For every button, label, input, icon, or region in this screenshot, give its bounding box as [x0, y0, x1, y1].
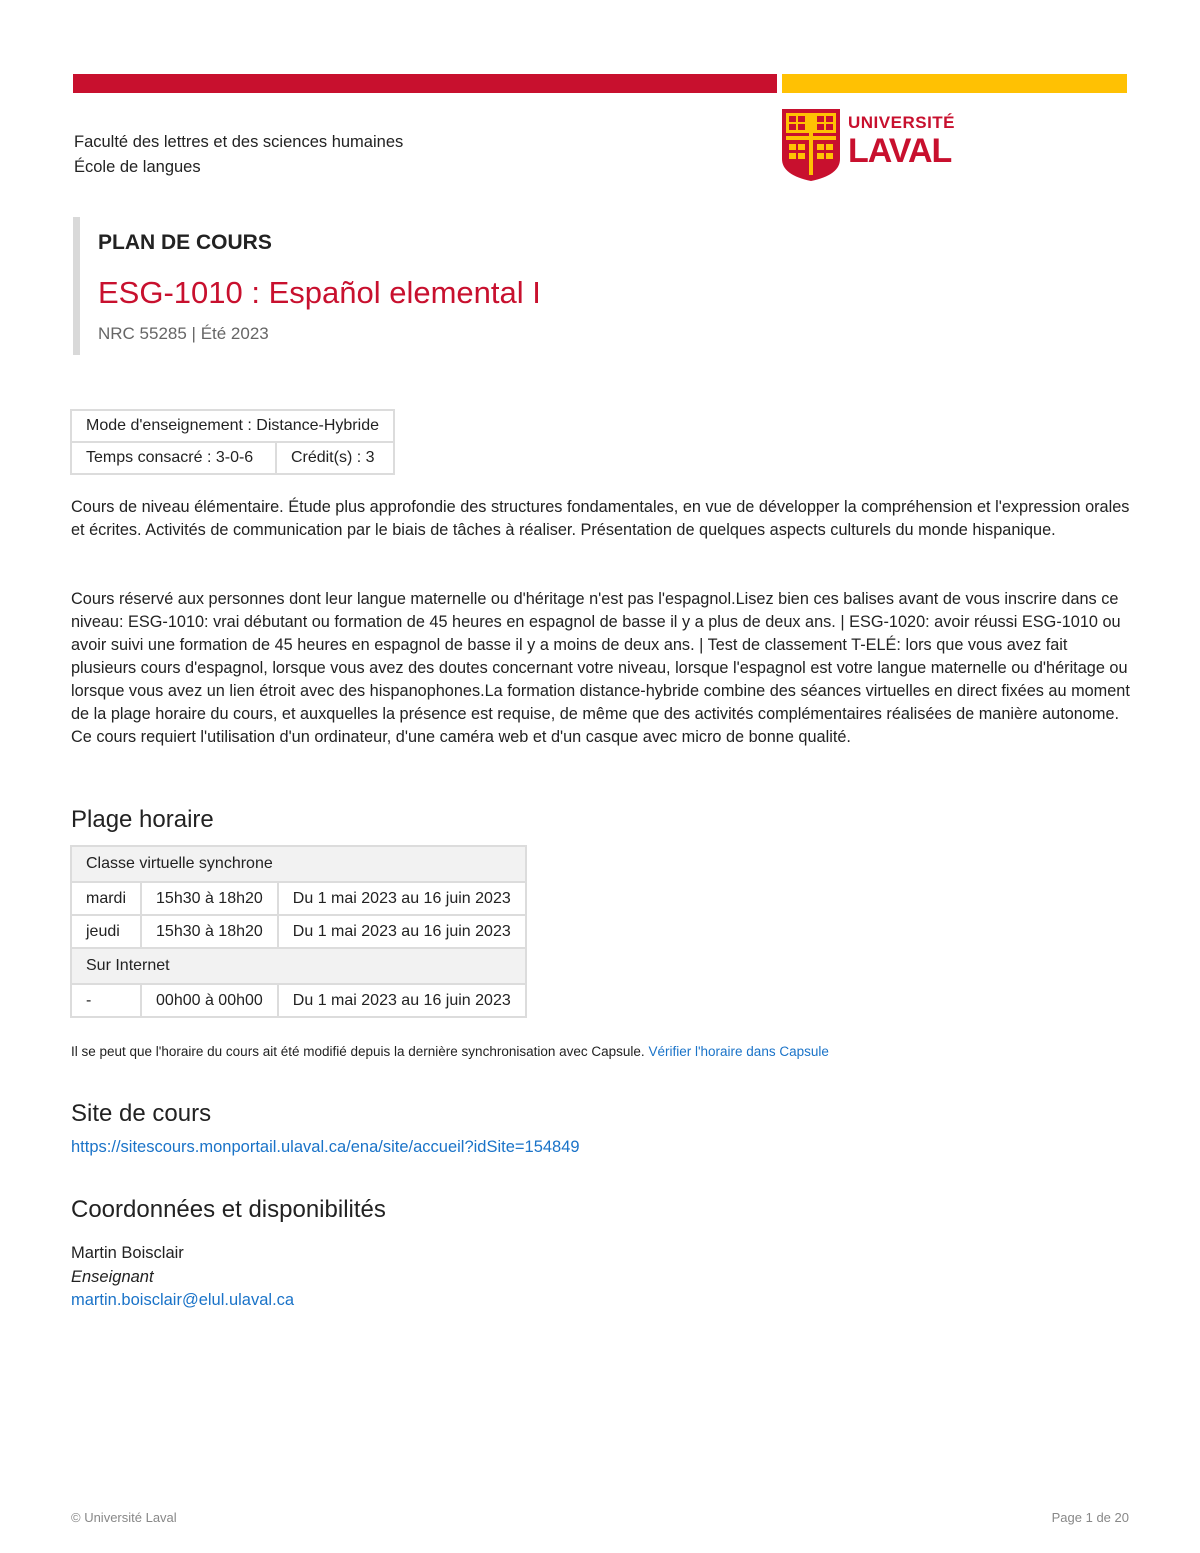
temps-cell	[71, 442, 276, 474]
schedule-heading: Plage horaire	[71, 806, 214, 833]
course-nrc: NRC 55285 | Été 2023	[98, 324, 269, 343]
mode-cell	[71, 410, 394, 442]
schedule-group-label: Classe virtuelle synchrone	[71, 846, 526, 882]
schedule-note-text: Il se peut que l'horaire du cours ait été modifié depuis la dernière synchronisation avec Capsule.	[71, 1044, 645, 1059]
mode-label: Mode d'enseignement :	[86, 417, 252, 434]
temps-label: Temps consacré :	[86, 449, 212, 466]
course-title: ESG-1010 : Español elemental I	[98, 275, 541, 310]
site-heading: Site de cours	[71, 1100, 212, 1127]
faculty-name: Faculté des lettres et des sciences humaines	[74, 133, 404, 151]
faculty-block	[74, 130, 403, 180]
logo-line2: LAVAL	[848, 132, 952, 170]
schedule-dates: Du 1 mai 2023 au 16 juin 2023	[278, 882, 526, 915]
schedule-time: 15h30 à 18h20	[141, 882, 278, 915]
schedule-day: -	[71, 984, 141, 1017]
credit-label: Crédit(s) :	[290, 449, 362, 466]
course-site-link[interactable]: https://sitescours.monportail.ulaval.ca/ena/site/accueil?idSite=154849	[71, 1138, 580, 1156]
plan-heading: PLAN DE COURS	[98, 231, 272, 254]
schedule-note	[71, 1044, 829, 1059]
credit-cell	[276, 442, 394, 474]
schedule-group-label: Sur Internet	[71, 948, 526, 984]
instructor-name: Martin Boisclair	[71, 1244, 184, 1262]
table-row	[71, 984, 526, 1017]
table-row	[71, 915, 526, 948]
school-name: École de langues	[74, 158, 201, 176]
schedule-dates: Du 1 mai 2023 au 16 juin 2023	[278, 984, 526, 1017]
capsule-link[interactable]: Vérifier l'horaire dans Capsule	[648, 1044, 829, 1059]
instructor-block	[71, 1242, 294, 1313]
header-gold-bar	[782, 74, 1127, 93]
schedule-dates: Du 1 mai 2023 au 16 juin 2023	[278, 915, 526, 948]
temps-value: 3-0-6	[211, 449, 254, 466]
credit-value: 3	[361, 449, 375, 466]
instructor-role: Enseignant	[71, 1267, 154, 1286]
mode-value: Distance-Hybride	[251, 417, 379, 434]
schedule-day: mardi	[71, 882, 141, 915]
universite-laval-logo	[780, 107, 980, 183]
schedule-day: jeudi	[71, 915, 141, 948]
instructor-email-link[interactable]: martin.boisclair@elul.ulaval.ca	[71, 1291, 295, 1309]
description-paragraph-2: Cours réservé aux personnes dont leur langue maternelle ou d'héritage n'est pas l'espagnol.Lisez bien ces balises avant de vous inscrire dans ce niveau: ESG-1010: vrai débutant ou formation de 45 heures en espagnol de basse il y a plus de deux ans. | ESG-1020: avoir réussi ESG-1010 ou avoir suivi une formation de 45 heures en espagnol de basse il y a moins de deux ans. | Test de classement T-ELÉ: lors que vous avez fait plusieurs cours d'espagnol, lorsque vous avez des doutes concernant votre niveau, lorsque l'espagnol est votre langue maternelle ou d'héritage ou lorsque vous avez un lien étroit avec des hispanophones.La formation distance-hybride combine des séances virtuelles en direct fixées au moment de la plage horaire du cours, et auxquelles la présence est requise, de même que des activités complémentaires réalisées de manière autonome. Ce cours requiert l'utilisation d'un ordinateur, d'une caméra web et d'un casque avec micro de bonne qualité.	[71, 590, 1130, 746]
description-paragraph-1: Cours de niveau élémentaire. Étude plus approfondie des structures fondamentales, en vue de développer la compréhension et l'expression orales et écrites. Activités de communication par le biais de tâches à réaliser. Présentation de quelques aspects culturels du monde hispanique.	[71, 498, 1130, 539]
footer-page-number: Page 1 de 20	[1051, 1510, 1129, 1525]
schedule-time: 15h30 à 18h20	[141, 915, 278, 948]
contact-heading: Coordonnées et disponibilités	[71, 1196, 386, 1223]
coat-of-arms-icon	[780, 107, 842, 183]
course-info-table	[70, 409, 395, 475]
schedule-time: 00h00 à 00h00	[141, 984, 278, 1017]
footer-copyright: © Université Laval	[71, 1510, 177, 1525]
title-block	[73, 217, 680, 355]
table-row	[71, 882, 526, 915]
logo-line1: UNIVERSITÉ	[848, 113, 956, 132]
schedule-table	[70, 845, 527, 1018]
header-red-bar	[73, 74, 777, 93]
